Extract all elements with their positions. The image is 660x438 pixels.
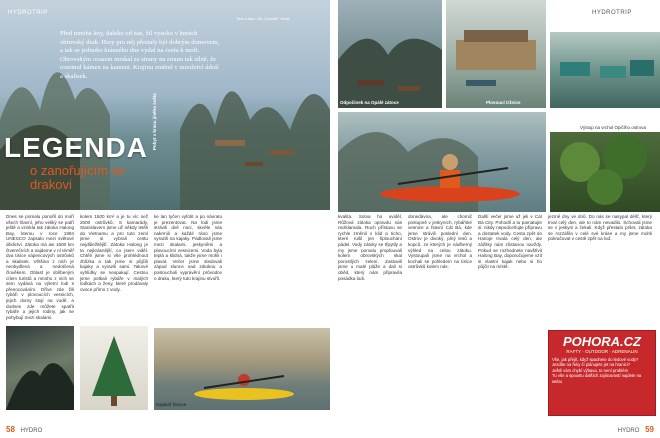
pohora-advertisement[interactable] [548,330,656,416]
page-footer-right [618,425,654,434]
footer-brand: HYDRO [617,428,640,434]
page-footer-left [6,425,42,434]
caption-kayak: Kajakář Slunce [156,402,187,407]
floating-village-photo [550,32,660,108]
body-column-5: donedávna, ale chomič postupně v jeskyních, rybářské vesnice a hlavní Cát Bà, kde jsme strávili poslední den. Ostrov je divoký, plný lesů a kopců, ze kterých je nádherný výhled na celou zátoku. Vystoupali jsme na vrchol a kochali se pohledem na tisíce ostrůvků kolem nás. [408,214,472,270]
boats-photo [338,0,442,108]
ad-bullet-1: Vše, jak přejít, když spadnete do ledové vody? [552,357,639,362]
section-label: HYDROTRIP [592,10,632,16]
jungle-photo [550,132,660,212]
page-number: 59 [645,425,654,434]
ad-bullet-4: Tu vše a spoustu dalších zajímavostí najdete na webu [552,373,642,384]
body-column-4: kvalita. Sotva ho uviděl, Růžová zátoka opravdu nás nezklamala. Ruch přístavu se rychle změnil v klid a ticho, které rušil jen šplouchání pádel. Vody zátoky se třpytily a my jsme pomalu proplouvali kolem obrovských skal porostlých zelení. Zastavili jsme u malé pláže a dali si oběd, který nám připravila posádka lodi. [338,214,402,281]
article-subtitle: o zanořujícím se drakovi [30,163,126,192]
caves-photo [6,326,74,410]
lantern-tree-photo [80,326,148,410]
caption-market: Plovoucí tržnice [486,100,521,105]
body-column-6: Další večer jsme už jeli v Cát Bà City. Pohodlí a tu pamatujte si: nikdy nepodceňujte přípravu a dostatek vody. Cesta zpět do Hanoje trvala celý den, ale zážitky nám zůstanou navždy. Pokud se rozhodnete navštívit Halong Bay, doporučujeme vzít si vlastní kajak nebo si ho půjčit na místě. [478,214,542,270]
kayak-man-photo [338,112,546,212]
section-label: HYDROTRIP [8,10,48,16]
caption-caves: Vstupte do jeskyní [8,402,45,407]
right-page [330,0,660,438]
caption-village: Výstup na vrchol Opičího ostrova [580,125,647,130]
ad-bullet-2: Jezdíte na řeky či plánujete jet na hranici? [552,362,630,368]
intro-text: Před mnoha lety, daleko od nás, žil vysoko v horách obrovský drak. Hory pro něj přestaly být dobrým domovem, a tak se jednoho krásného dne vydal na cestu k moři. Obrovským ocasem mrskal ze strany na stranu tak silně, že rozetnul kámen na kameni. Krajinu změnil v množství údolí a skalisek. [60,30,220,80]
ad-bullet-3: Ještě vám chybí výbava, to není problém [552,367,629,373]
body-column-1: Dnes se pomalu ponořil do moří všech hlavní, jeho veliký se patří ještě a vznikla tak zátoka Halong Bay, kterou v roce 1994 UNESCO zapsalo mezi světové dědictví. Zátoka má asi 1500 km čtverečních a najdeme v ní téměř dva tisíce vápencových ostrůvků a skalisek. Většina z nich je neobydlená a nedotčená člověkem. Oblast je oblíbeným cílem turistů a mnoho z nich se sem vydává na výletní lodi s přenocováním. Dříve zde žili rybáři v plovoucích vesnicích, jejich domy stojí na vodě, a dodnes zde můžete spatřit rybáře a jejich rodiny, jak se pohybují mezi skalami. [6,214,74,320]
ad-tagline: RAFTY · OUTDOOR · ADRENALIN [566,349,638,354]
photo-caption-vertical: Pobyt v krasu jiného světa [152,93,157,150]
market-photo [446,0,546,108]
footer-brand: HYDRO [20,428,43,434]
page-number: 58 [6,425,15,434]
photo-credit: Text a foto: Jiří „Chomič" Hnát [236,16,289,21]
article-title: LEGENDA [4,132,148,163]
caption-boats: Odpočinek na Opálé zátoce [340,100,399,105]
body-column-7: jezmě dny ve dnů. Do nás se nasypal déšť, který trval celý den, ale to nám nevadilo. Schovali jsme se v jeskyni a čekali. Když přestalo pršet, zátoka se rozzářila v celé své kráse a my jsme mohli pokračovat v cestě zpět na loď. [548,214,652,242]
ad-logo: POHORA.CZ [563,334,641,349]
body-column-3: ke lan tyčen vyfotit a po návratu je prezentovat. Na lodi jsme strávili dvě noci, skvěle nás nakrmili a každé ráno jsme vyrazili na kajaky. Pádlovali jsme mezi skalami, jeskyněmi a plovoucími vesnicemi. Voda byla teplá a klidná, takže jsme mohli i plavat. Večer jsme sledovali západ slunce nad zátokou a poslouchali vyprávění průvodce o draku, který tuto krajinu stvořil. [154,214,222,281]
kayaker-photo [154,328,330,410]
body-column-2: kolem 1500 km² a je tu víc než 2000 ostrůvků. S kamarády, Stanislavem jsme už někdy letěli do Vietnamu a pro tuto zemi jsme si vybrali cestu nejdůležitější. Zátoka Halong je ta nejkrásnější, co jsem viděl. Chtěli jsme si vše prohlédnout zblízka a tak jsme si půjčili kajaky a vyrazili sami. Takové vyhlídky se neopakují. Cestou jsme potkali rybáře v malých loďkách a ženy, které prodávaly ovoce přímo z vody. [80,214,148,292]
